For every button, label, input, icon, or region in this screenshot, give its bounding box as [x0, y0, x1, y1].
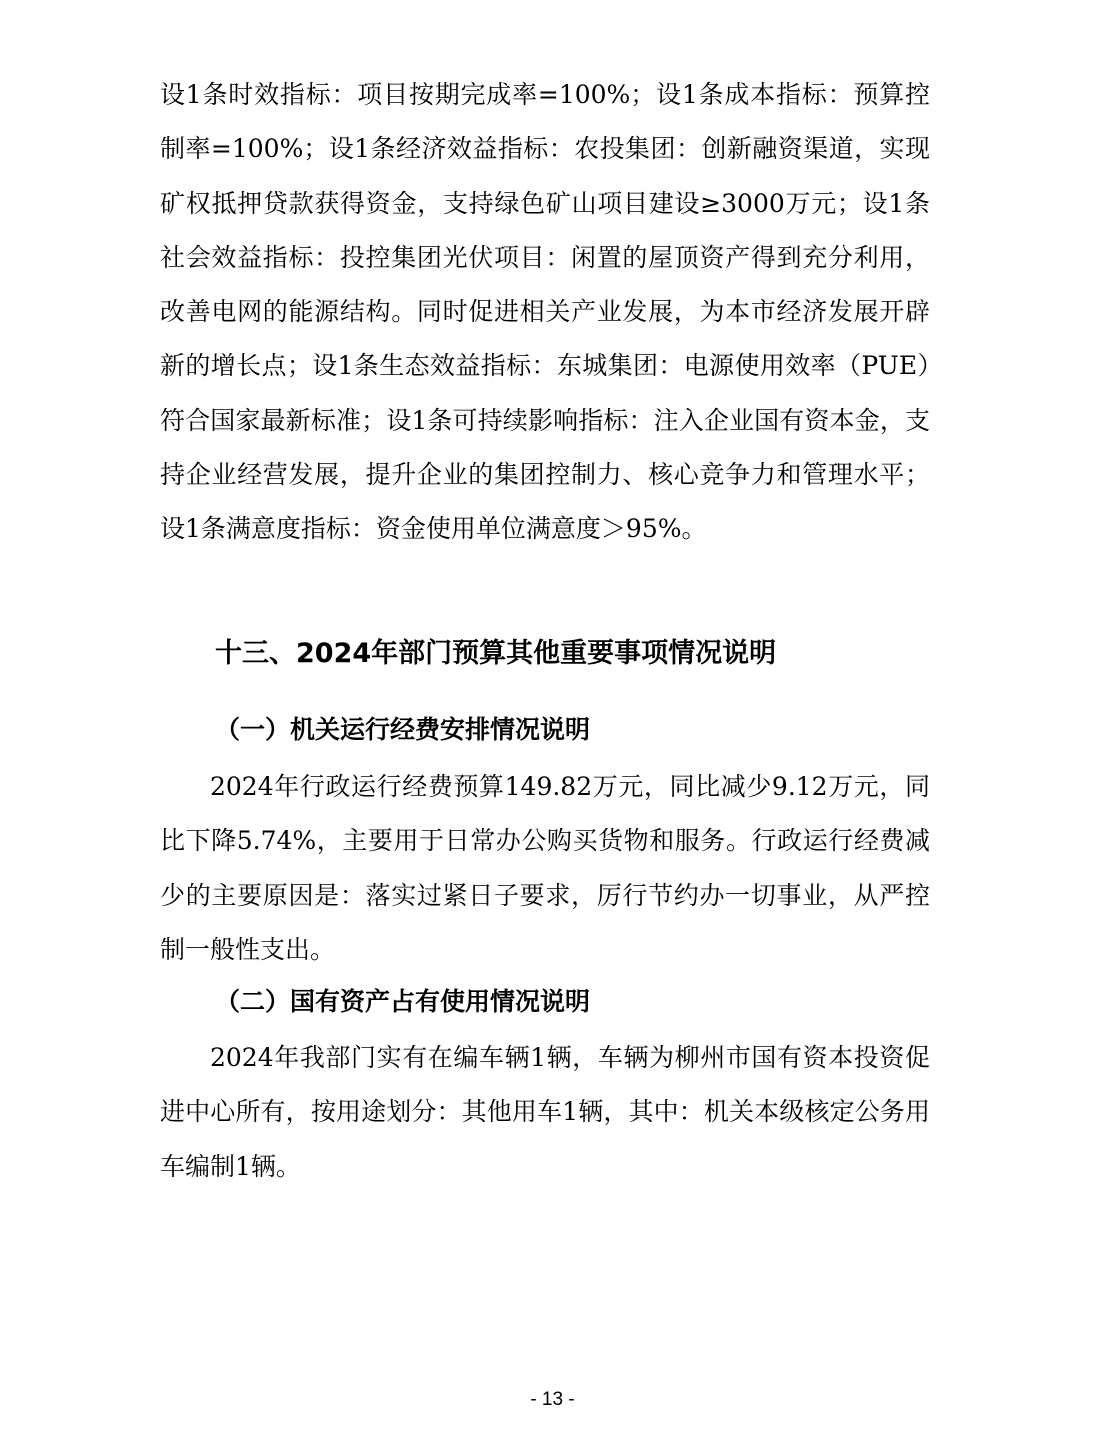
section-heading: 十三、2024年部门预算其他重要事项情况说明 [215, 638, 777, 669]
intro-paragraph: 设1条时效指标：项目按期完成率=100%；设1条成本指标：预算控制率=100%；设1条经济效益指标：农投集团：创新融资渠道，实现矿权抵押贷款获得资金，支持绿色矿山项目建设≥3000万元；设1条社会效益指标：投控集团光伏项目：闲置的屋顶资产得到充分利用，改善电网的能源结构。同时促进相关产业发展，为本市经济发展开辟新的增长点；设1条生态效益指标：东城集团：电源使用效率（PUE）符合国家最新标准；设1条可持续影响指标：注入企业国有资本金，支持企业经营发展，提升企业的集团控制力、核心竞争力和管理水平；设1条满意度指标：资金使用单位满意度＞95%。 [160, 80, 930, 544]
subsection-1-heading: （一）机关运行经费安排情况说明 [215, 715, 591, 744]
subsection-1-body: 2024年行政运行经费预算149.82万元，同比减少9.12万元，同比下降5.74%，主要用于日常办公购买货物和服务。行政运行经费减少的主要原因是：落实过紧日子要求，厉行节约办一切事业，从严控制一般性支出。 [160, 772, 930, 964]
subsection-2-heading: （二）国有资产占有使用情况说明 [215, 987, 591, 1016]
subsection-2-body: 2024年我部门实有在编车辆1辆，车辆为柳州市国有资本投资促进中心所有，按用途划分：其他用车1辆，其中：机关本级核定公务用车编制1辆。 [160, 1043, 930, 1181]
page-number: - 13 - [530, 1389, 575, 1410]
